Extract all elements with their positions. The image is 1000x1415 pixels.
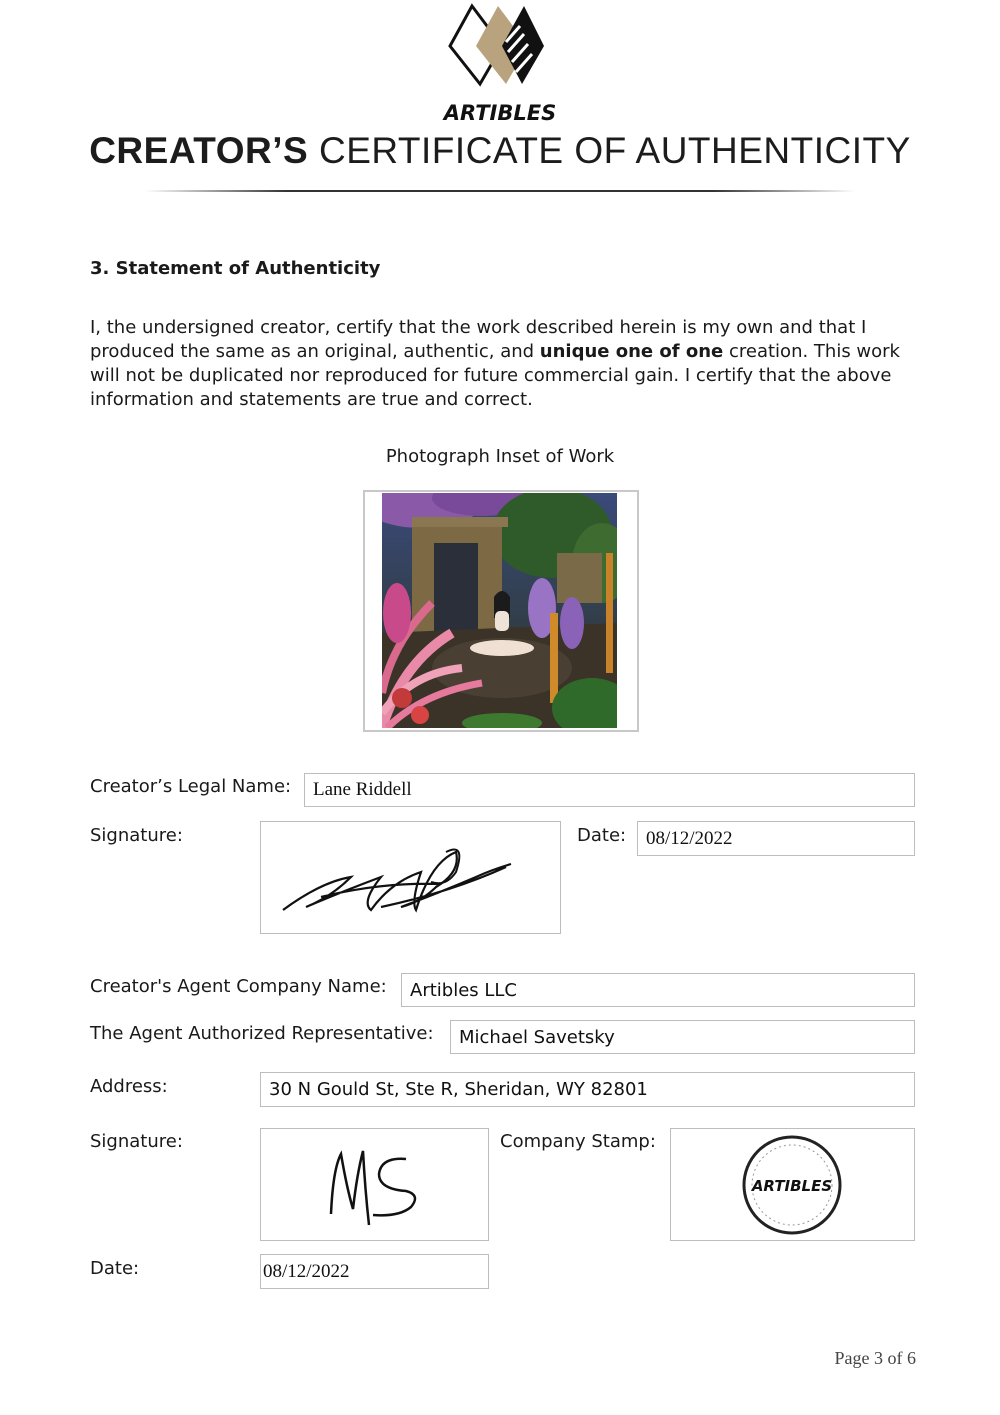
creator-date-label: Date: — [577, 825, 627, 846]
agent-rep-field[interactable]: Michael Savetsky — [450, 1020, 915, 1054]
agent-date-label: Date: — [90, 1258, 140, 1279]
artwork-photo — [382, 493, 617, 728]
title-divider — [145, 190, 855, 192]
photo-caption: Photograph Inset of Work — [385, 446, 615, 467]
agent-signature-box[interactable] — [260, 1128, 489, 1241]
statement-text-2: creation. This work will not be duplicated nor reproduced for future commercial gain. I certify that the above information and statements are true and correct. — [90, 341, 900, 410]
title-rest: CERTIFICATE OF AUTHENTICITY — [308, 130, 911, 171]
agent-company-label: Creator's Agent Company Name: — [90, 976, 387, 997]
company-stamp-image — [671, 1129, 914, 1240]
creator-signature-image — [261, 822, 560, 933]
agent-company-field[interactable]: Artibles LLC — [401, 973, 915, 1007]
address-field[interactable]: 30 N Gould St, Ste R, Sheridan, WY 82801 — [260, 1072, 915, 1107]
statement-text-1: I, the undersigned creator, certify that the work described herein is my own and that I produced the same as an original, authentic, and — [90, 317, 867, 362]
address-label: Address: — [90, 1076, 168, 1097]
photo-frame — [363, 490, 639, 732]
statement-paragraph — [90, 316, 920, 412]
page-title — [0, 130, 1000, 172]
creator-name-label: Creator’s Legal Name: — [90, 776, 292, 797]
creator-signature-box[interactable] — [260, 821, 561, 934]
artibles-logo — [440, 2, 560, 130]
agent-rep-label: The Agent Authorized Representative: — [90, 1023, 434, 1044]
page-number: Page 3 of 6 — [834, 1348, 916, 1368]
creator-date-field[interactable]: 08/12/2022 — [637, 821, 915, 856]
company-stamp-box — [670, 1128, 915, 1241]
agent-signature-image — [261, 1129, 488, 1240]
statement-bold: unique one of one — [539, 341, 724, 362]
creator-name-field[interactable]: Lane Riddell — [304, 773, 915, 807]
agent-date-field[interactable]: 08/12/2022 — [260, 1254, 489, 1289]
title-bold: CREATOR’S — [89, 130, 309, 171]
stamp-text: ARTIBLES — [751, 1177, 833, 1195]
creator-signature-label: Signature: — [90, 825, 183, 846]
agent-signature-label: Signature: — [90, 1131, 183, 1152]
section-heading: 3. Statement of Authenticity — [90, 258, 381, 279]
company-stamp-label: Company Stamp: — [500, 1131, 656, 1152]
logo-brand-text: ARTIBLES — [443, 101, 557, 125]
